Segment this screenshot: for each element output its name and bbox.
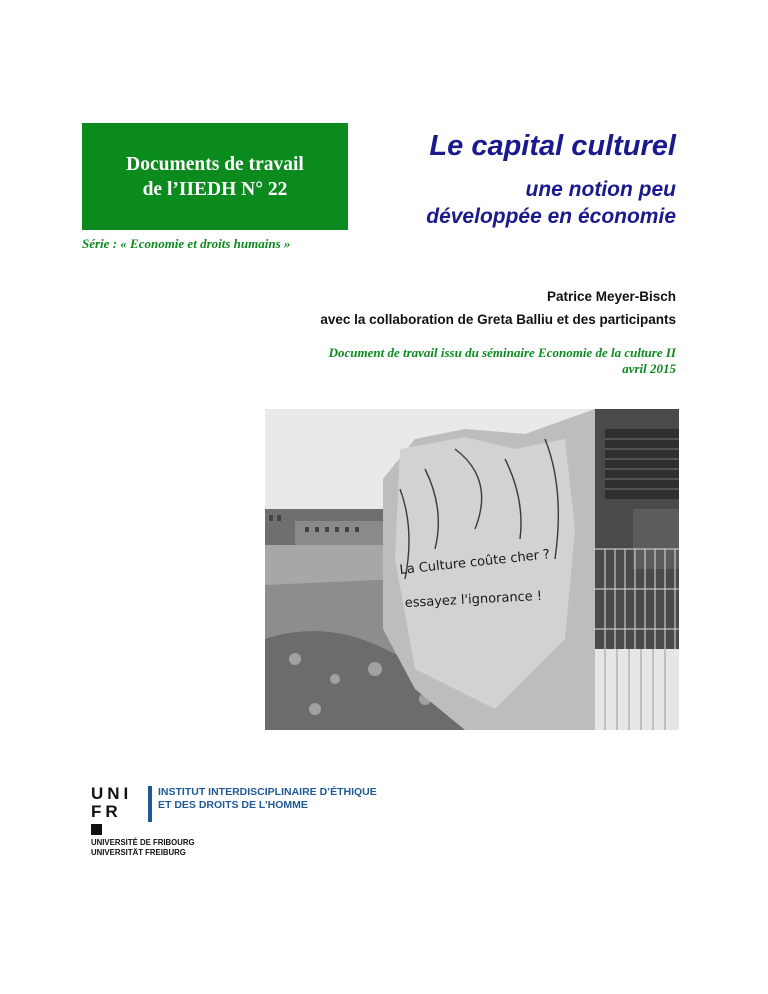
seminar-line-1: Document de travail issu du séminaire Economie de la culture II	[328, 345, 676, 360]
university-name-de: UNIVERSITÄT FREIBURG	[91, 848, 186, 857]
institute-logo-bar	[148, 786, 152, 822]
institute-name-line-1: INSTITUT INTERDISCIPLINAIRE D’ÉTHIQUE	[158, 786, 377, 798]
cover-photo-drawing	[265, 409, 679, 730]
unifr-logo-line-1: UNI	[91, 784, 133, 803]
badge-line-2: de l’IIEDH N° 22	[142, 178, 288, 200]
graffiti-line-1: La Culture coûte cher ?	[398, 547, 551, 578]
cover-photo	[265, 409, 679, 730]
graffiti-line-2: essayez l'ignorance !	[404, 588, 543, 611]
series-badge	[82, 123, 348, 230]
document-title: Le capital culturel	[429, 130, 676, 162]
institute-name	[158, 786, 377, 812]
unifr-logo-square	[91, 824, 102, 835]
badge-line-1: Documents de travail	[126, 153, 304, 175]
series-label: Série : « Economie et droits humains »	[82, 236, 291, 251]
subtitle-line-2: développée en économie	[426, 205, 676, 228]
institute-name-line-2: ET DES DROITS DE L’HOMME	[158, 799, 308, 811]
collaboration-line: avec la collaboration de Greta Balliu et des participants	[320, 312, 676, 327]
university-name-fr: UNIVERSITÉ DE FRIBOURG	[91, 838, 195, 847]
author-name: Patrice Meyer-Bisch	[546, 289, 676, 304]
unifr-logo	[91, 785, 132, 835]
document-subtitle	[426, 176, 676, 230]
unifr-logo-line-2: FR	[91, 802, 122, 821]
university-name	[91, 838, 195, 858]
subtitle-line-1: une notion peu	[525, 178, 676, 201]
seminar-line-2: avril 2015	[622, 361, 676, 376]
seminar-note	[329, 345, 676, 377]
